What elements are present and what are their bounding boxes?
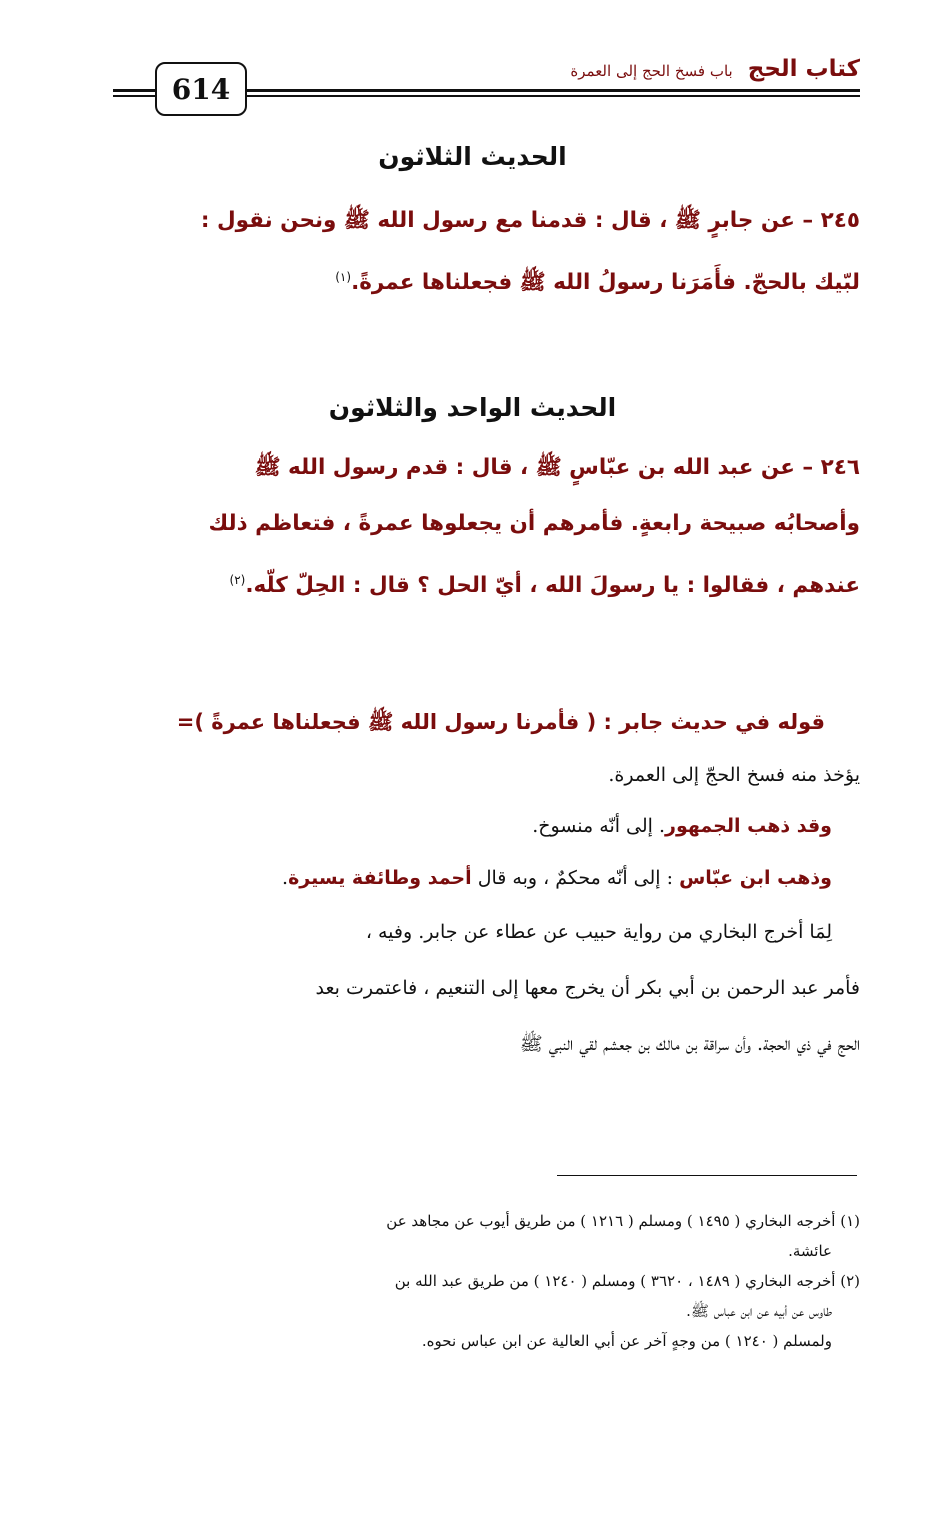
footnote-ref-1[interactable]: (١) <box>335 270 352 284</box>
footnote-1-cont: عائشة. <box>788 1242 832 1260</box>
chapter-title: باب فسخ الحج إلى العمرة <box>570 62 733 80</box>
commentary-line: يؤخذ منه فسخ الحجّ إلى العمرة. <box>608 764 860 786</box>
quote-text: قوله في حديث جابر : ( فأمرنا رسول الله ﷺ فجعلناها عمرةً )= <box>176 710 825 734</box>
commentary-line: لِمَا أخرج البخاري من رواية حبيب عن عطاء عن جابر. وفيه ، <box>365 921 832 943</box>
hadith-line <box>115 552 860 608</box>
footnote-2: (٢) أخرجه البخاري ( ١٤٨٩ ، ٣٦٢٠ ) ومسلم ( ١٢٤٠ ) من طريق عبد الله بن <box>394 1272 860 1290</box>
plain-phrase: . إلى أنّه منسوخ. <box>532 815 666 837</box>
plain-phrase: . <box>282 867 289 889</box>
commentary <box>115 694 860 1072</box>
section-heading-30: الحديث الثلاثون <box>378 142 567 171</box>
commentary-line <box>115 852 860 904</box>
hadith-line: ٢٤٥ – عن جابرٍ ﷺ ، قال : قدمنا مع رسول الله ﷺ ونحن نقول : <box>200 208 860 233</box>
hadith-line: وأصحابُه صبيحة رابعةٍ. فأمرهم أن يجعلوها عمرةً ، فتعاظم ذلك <box>208 511 860 536</box>
footnote-ref-2[interactable]: (٢) <box>229 573 246 587</box>
footnotes <box>115 1206 860 1356</box>
book-title: كتاب الحج <box>747 56 860 82</box>
bold-phrase: أحمد وطائفة يسيرة <box>288 867 472 889</box>
page-number: 614 <box>155 62 247 116</box>
hadith-line: ٢٤٦ – عن عبد الله بن عبّاسٍ ﷺ ، قال : قدم رسول الله ﷺ <box>254 455 860 480</box>
hadith-line-text: لبّيك بالحجّ. فأَمَرَنا رسولُ الله ﷺ فجعلناها عمرةً. <box>351 270 860 296</box>
footnote-divider <box>557 1175 857 1176</box>
commentary-line: فأمر عبد الرحمن بن أبي بكر أن يخرج معها إلى التنعيم ، فاعتمرت بعد <box>315 977 860 999</box>
bold-phrase: وذهب ابن عبّاس <box>679 867 832 889</box>
bold-phrase: وقد ذهب الجمهور <box>665 815 832 837</box>
hadith-246 <box>115 440 860 608</box>
plain-phrase: : إلى أنّه محكمٌ ، وبه قال <box>471 867 680 889</box>
running-head <box>570 56 860 82</box>
footnote-2-extra: ولمسلم ( ١٢٤٠ ) من وجهٍ آخر عن أبي العالية عن ابن عباس نحوه. <box>421 1332 832 1350</box>
hadith-line-text: عندهم ، فقالوا : يا رسولَ الله ، أيّ الحل ؟ قال : الحِلّ كلّه. <box>245 573 860 599</box>
commentary-quote-line <box>115 694 860 750</box>
footnote-2-cont: طاوس عن أبيه عن ابن عباس ﷺ. <box>686 1302 832 1320</box>
commentary-line: الحج في ذي الحجة. وأن سراقة بن مالك بن جعشم لقي النبي ﷺ <box>519 1033 860 1055</box>
hadith-line <box>115 249 860 305</box>
hadith-245 <box>115 193 860 305</box>
section-heading-31: الحديث الواحد والثلاثون <box>328 393 617 422</box>
footnote-1: (١) أخرجه البخاري ( ١٤٩٥ ) ومسلم ( ١٢١٦ ) من طريق أيوب عن مجاهد عن <box>386 1212 860 1230</box>
commentary-line <box>115 800 860 852</box>
